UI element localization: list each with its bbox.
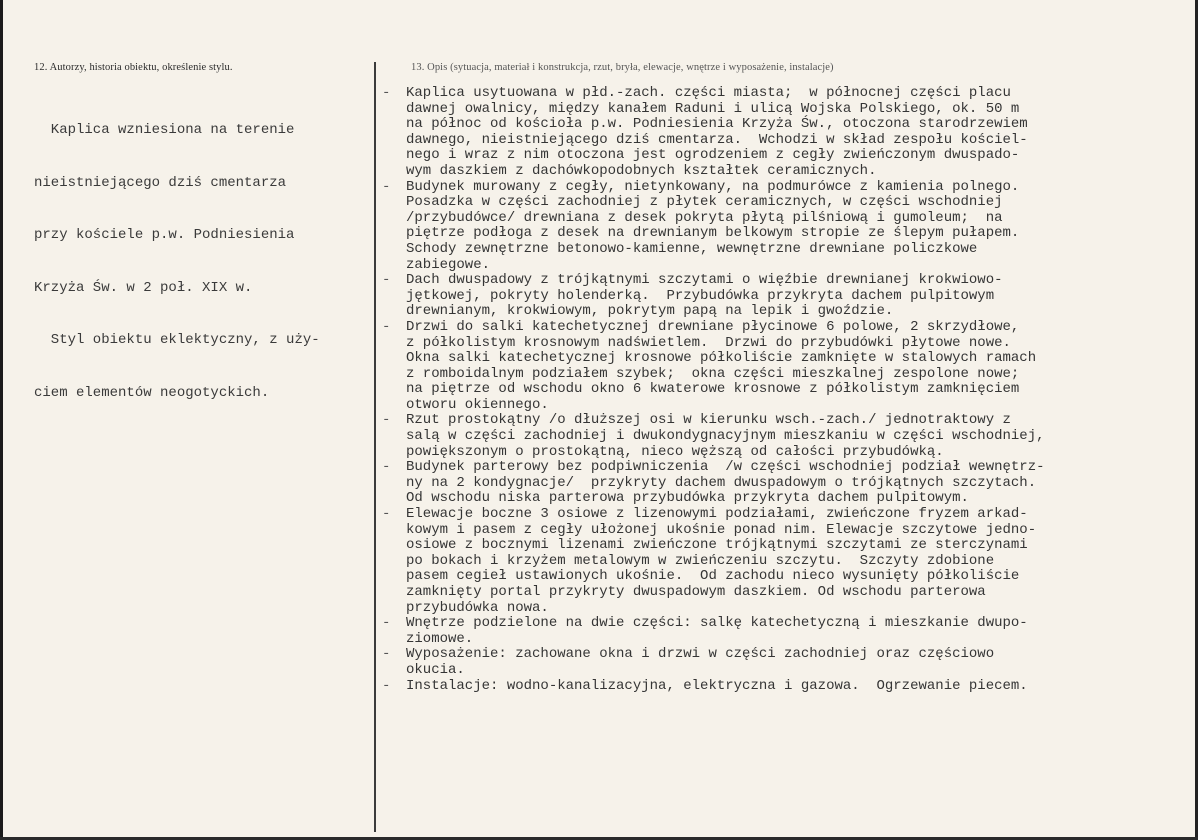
text-line: drewnianym, krokwiowym, pokrytym papą na lepik i gwoździe. <box>406 303 894 320</box>
text-line: Elewacje boczne 3 osiowe z lizenowymi podziałami, zwieńczone fryzem arkad- <box>406 506 1028 523</box>
text-line: przybudówka nowa. <box>406 599 549 616</box>
text-line: dawnej owalnicy, między kanałem Raduni i ulicą Wojska Polskiego, ok. 50 m <box>406 100 1020 117</box>
text-line: zabiegowe. <box>406 256 491 273</box>
left-column-header: 12. Autorzy, historia obiektu, określenie stylu. <box>34 62 233 73</box>
text-line: Kaplica wzniesiona na terenie <box>34 122 295 138</box>
text-line: dawnego, nieistniejącego dziś cmentarza. Wchodzi w skład zespołu kościel- <box>406 131 1028 148</box>
text-line: zamknięty portal przykryty dwuspadowym daszkiem. Od wschodu parterowa <box>406 584 986 600</box>
text-line: z romboidalnym podziałem szybek; okna części mieszkalnej zespolone nowe; <box>406 365 1020 382</box>
text-line: wym daszkiem z dachówkopodobnych kształtek ceramicznych. <box>406 162 877 179</box>
text-line: Kaplica usytuowana w płd.-zach. części miasta; w północnej części placu <box>406 85 1011 101</box>
text-line: przy kościele p.w. Podniesienia <box>34 227 295 243</box>
bullet-dash: - <box>382 506 391 523</box>
description-item <box>382 460 1188 507</box>
left-edge <box>0 0 3 840</box>
text-line: Krzyża Św. w 2 poł. XIX w. <box>34 279 253 296</box>
description-item <box>382 86 1188 180</box>
bullet-dash: - <box>382 615 391 632</box>
bullet-dash: - <box>382 85 391 101</box>
text-line: Od wschodu niska parterowa przybudówka przykryta dachem pulpitowym. <box>406 490 969 507</box>
text-line: ny na 2 kondygnacje/ przykryty dachem dwuspadowym o trójkątnych szczytach. <box>406 474 1037 491</box>
description-item <box>382 180 1188 274</box>
text-line: z półkolistym krosnowym nadświetlem. Drzwi do przybudówki płytowe nowe. <box>406 334 1011 351</box>
text-line: Posadzka w części zachodniej z płytek ceramicznych, w części wschodniej <box>406 194 1003 211</box>
history-text <box>34 87 369 437</box>
text-line: nieistniejącego dziś cmentarza <box>34 174 287 191</box>
text-line: Instalacje: wodno-kanalizacyjna, elektryczna i gazowa. Ogrzewanie piecem. <box>406 677 1028 694</box>
description-list <box>382 86 1188 694</box>
description-item <box>382 413 1188 460</box>
text-line: nego i wraz z nim otoczona jest ogrodzeniem z cegły zwieńczonym dwuspado- <box>406 147 1020 164</box>
bullet-dash: - <box>382 272 391 289</box>
description-item <box>382 679 1188 695</box>
text-line: okucia. <box>406 661 465 678</box>
column-divider <box>374 62 376 832</box>
text-line: /przybudówce/ drewniana z desek pokryta płytą pilśniową i gumoleum; na <box>406 209 1003 226</box>
text-line: osiowe z bocznymi lizenami zwieńczone trójkątnymi szczytami ze sterczynami <box>406 537 1028 554</box>
text-line: powiększonym o prostokątną, nieco węższą od całości przybudówką. <box>406 443 944 460</box>
bullet-dash: - <box>382 178 391 195</box>
text-line: Drzwi do salki katechetycznej drewniane płycinowe 6 polowe, 2 skrzydłowe, <box>406 318 1020 335</box>
text-line: ciem elementów neogotyckich. <box>34 384 270 401</box>
text-line: Budynek murowany z cegły, nietynkowany, na podmurówce z kamienia polnego. <box>406 178 1020 195</box>
description-item <box>382 616 1188 647</box>
text-line: Okna salki katechetycznej krosnowe półkoliście zamknięte w stalowych ramach <box>406 350 1037 367</box>
description-item <box>382 320 1188 414</box>
text-line: kowym i pasem z cegły ułożonej ukośnie ponad nim. Elewacje szczytowe jedno- <box>406 521 1037 538</box>
text-line: Rzut prostokątny /o dłuższej osi w kierunku wsch.-zach./ jednotraktowy z <box>406 412 1011 429</box>
description-item <box>382 273 1188 320</box>
bullet-dash: - <box>382 459 391 476</box>
bullet-dash: - <box>382 412 391 429</box>
text-line: Wnętrze podzielone na dwie części: salkę katechetyczną i mieszkanie dwupo- <box>406 615 1028 632</box>
text-line: Dach dwuspadowy z trójkątnymi szczytami o więźbie drewnianej krokwiowo- <box>406 272 1003 289</box>
bullet-dash: - <box>382 677 391 694</box>
description-item <box>382 507 1188 616</box>
right-column-header: 13. Opis (sytuacja, materiał i konstrukcja, rzut, bryła, elewacje, wnętrze i wyposażenie, instalacje) <box>411 62 834 73</box>
text-line: Budynek parterowy bez podpiwniczenia /w części wschodniej podział wewnętrz- <box>406 459 1045 476</box>
text-line: Styl obiektu eklektyczny, z uży- <box>34 332 320 348</box>
text-line: na północ od kościoła p.w. Podniesienia Krzyża Św., otoczona starodrzewiem <box>406 116 1028 133</box>
text-line: Wyposażenie: zachowane okna i drzwi w części zachodniej oraz częściowo <box>406 646 995 663</box>
text-line: pasem cegieł ustawionych ukośnie. Od zachodu nieco wysunięty półkoliście <box>406 568 1020 585</box>
text-line: po bokach i krzyżem metalowym w zwieńczeniu szczytu. Szczyty zdobione <box>406 552 995 569</box>
text-line: Schody zewnętrzne betonowo-kamienne, wewnętrzne drewniane policzkowe <box>406 240 978 257</box>
text-line: na piętrze od wschodu okno 6 kwaterowe krosnowe z półkolistym zamknięciem <box>406 381 1020 398</box>
text-line: jętkowej, pokryty holenderką. Przybudówka przykryta dachem pulpitowym <box>406 287 995 304</box>
text-line: otworu okiennego. <box>406 396 549 413</box>
bullet-dash: - <box>382 318 391 335</box>
text-line: salą w części zachodniej i dwukondygnacyjnym mieszkaniu w części wschodniej, <box>406 428 1045 445</box>
text-line: piętrze podłoga z desek na drewnianym belkowym stropie ze ślepym pułapem. <box>406 225 1020 242</box>
text-line: ziomowe. <box>406 630 474 647</box>
description-item <box>382 647 1188 678</box>
bullet-dash: - <box>382 646 391 663</box>
